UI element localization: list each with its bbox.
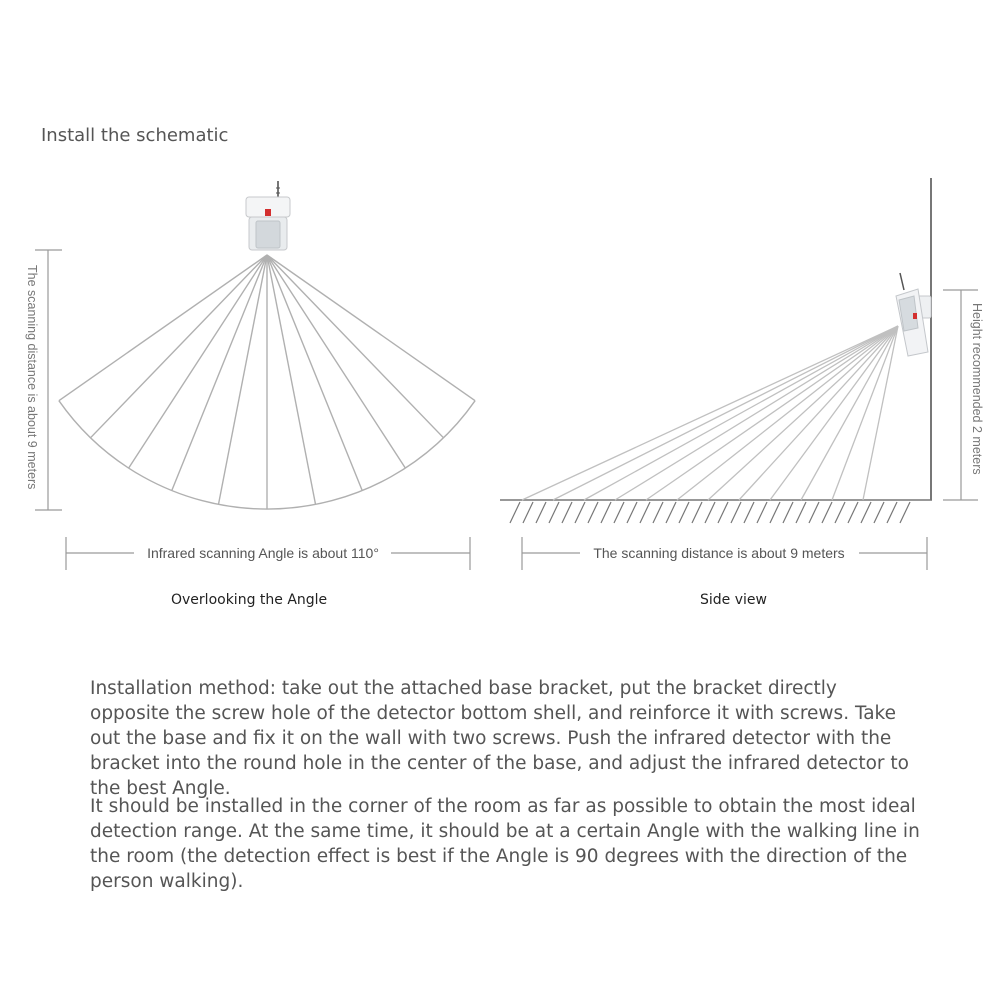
floor-hatch-line bbox=[666, 502, 676, 523]
side-beam-line bbox=[584, 326, 898, 500]
overlook-beam-fan bbox=[59, 255, 475, 509]
page-title: Install the schematic bbox=[41, 125, 229, 146]
floor-hatch-line bbox=[874, 502, 884, 523]
floor-hatch-line bbox=[705, 502, 715, 523]
floor-hatch-line bbox=[627, 502, 637, 523]
floor-hatch-line bbox=[809, 502, 819, 523]
floor-hatch-line bbox=[796, 502, 806, 523]
side-height-label: Height recommended 2 meters bbox=[970, 303, 984, 475]
side-beam-fan bbox=[522, 326, 898, 500]
floor-hatch-line bbox=[614, 502, 624, 523]
installation-paragraph: Installation method: take out the attached base bracket, put the bracket directly opposite the screw hole of the detector bottom shell, and reinforce it with screws. Take out the base and fix it on the wall with two screws. Push the infrared detector with the bracket into the round hole in the center of the base, and adjust the infrared detector to the best Angle. bbox=[90, 678, 909, 799]
floor-hatch-line bbox=[900, 502, 910, 523]
floor-hatch-line bbox=[822, 502, 832, 523]
floor-hatch-line bbox=[601, 502, 611, 523]
floor-hatch-line bbox=[575, 502, 585, 523]
overlook-view bbox=[25, 181, 475, 570]
floor-hatch-line bbox=[770, 502, 780, 523]
floor-hatch-line bbox=[692, 502, 702, 523]
side-beam-line bbox=[739, 326, 898, 500]
side-beam-line bbox=[646, 326, 898, 500]
side-beam-line bbox=[553, 326, 898, 500]
overlook-caption: Overlooking the Angle bbox=[171, 592, 328, 608]
side-beam-line bbox=[801, 326, 898, 500]
side-view bbox=[500, 178, 984, 570]
floor-hatch-line bbox=[510, 502, 520, 523]
detector-front-icon bbox=[246, 181, 290, 250]
floor-hatch-line bbox=[718, 502, 728, 523]
overlook-beam-line bbox=[91, 255, 267, 438]
floor-hatch-line bbox=[783, 502, 793, 523]
side-beam-line bbox=[615, 326, 898, 500]
overlook-beam-line bbox=[59, 255, 267, 401]
floor-hatch-line bbox=[744, 502, 754, 523]
floor-hatch-line bbox=[679, 502, 689, 523]
overlook-vertical-label: The scanning distance is about 9 meters bbox=[25, 265, 39, 490]
side-beam-line bbox=[770, 326, 898, 500]
side-caption: Side view bbox=[700, 592, 767, 608]
floor-hatch-line bbox=[549, 502, 559, 523]
floor-hatch-line bbox=[887, 502, 897, 523]
side-beam-line bbox=[708, 326, 898, 500]
side-beam-line bbox=[863, 326, 898, 500]
overlook-angle-label: Infrared scanning Angle is about 110° bbox=[147, 545, 379, 561]
floor-hatch-line bbox=[562, 502, 572, 523]
overlook-beam-line bbox=[267, 255, 362, 491]
floor-hatch-line bbox=[653, 502, 663, 523]
floor-hatch-line bbox=[835, 502, 845, 523]
side-distance-label: The scanning distance is about 9 meters bbox=[593, 545, 845, 561]
overlook-beam-line bbox=[172, 255, 267, 491]
floor-hatch-line bbox=[731, 502, 741, 523]
overlook-beam-line bbox=[267, 255, 443, 438]
floor-hatching bbox=[510, 502, 910, 523]
floor-hatch-line bbox=[523, 502, 533, 523]
floor-hatch-line bbox=[536, 502, 546, 523]
floor-hatch-line bbox=[757, 502, 767, 523]
overlook-beam-line bbox=[267, 255, 475, 401]
floor-hatch-line bbox=[640, 502, 650, 523]
floor-hatch-line bbox=[861, 502, 871, 523]
placement-paragraph: It should be installed in the corner of the room as far as possible to obtain the most ideal detection range. At the same time, it should be at a certain Angle with the walking line in the room (the detection effect is best if the Angle is 90 degrees with the direction of the person walking). bbox=[90, 796, 920, 892]
floor-hatch-line bbox=[848, 502, 858, 523]
detector-side-icon bbox=[896, 273, 931, 356]
floor-hatch-line bbox=[588, 502, 598, 523]
